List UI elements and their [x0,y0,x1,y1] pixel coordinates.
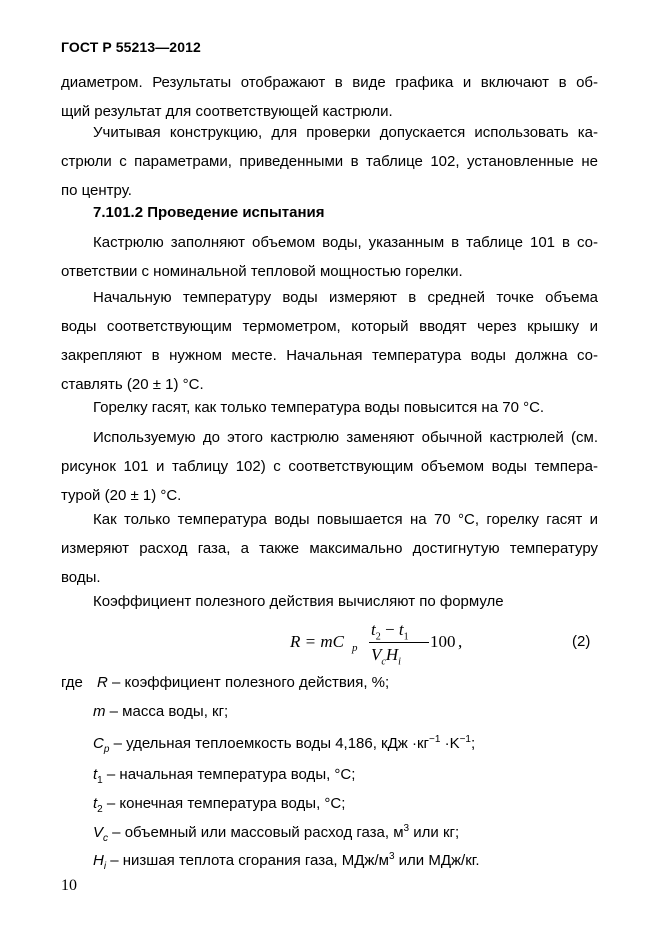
definition-item: $C_p$ – удельная теплоемкость воды 4,186, кДж $\cdot кг^{-1} \cdot K^{-1}$; [93,734,476,755]
definition-item: $V_c$ – объемный или массовый расход газа, $м^3$ или кг; [93,823,460,844]
text-line: щий результат для соответствующей кастрюли. [61,103,393,120]
text-line: закрепляют в нужном месте. Начальная температура воды должна со- [61,347,598,364]
definition-item: m – масса воды, кг; [93,703,229,720]
formula-lhs: R = mC [290,632,344,651]
formula-numerator: $t_2 - t_1$ [371,620,409,643]
paragraph-6 [61,423,598,510]
definitions-intro: где [61,674,83,691]
text-line: диаметром. Результаты отображают в виде графика и включают в об- [61,74,598,91]
formula-denominator: $V_cH_i$ [371,645,401,668]
fraction-bar [369,642,429,643]
text-line: воды соответствующим термометром, который вводят через крышку и [61,318,598,335]
text-line: измеряют расход газа, а также максимально достигнутую температуру [61,540,598,557]
text-line: ответствии с номинальной тепловой мощностью горелки. [61,263,463,280]
text-line: Учитывая конструкцию, для проверки допускается использовать ка- [93,124,598,141]
equation-number: (2) [572,633,591,650]
text-line: Как только температура воды повышается на 70 °С, горелку гасят и [93,511,598,528]
text-line: по центру. [61,182,132,199]
text-line: воды. [61,569,101,586]
paragraph-8 [61,587,598,616]
efficiency-formula [270,620,470,670]
formula-comma: , [458,632,463,651]
text-line: Кастрюлю заполняют объемом воды, указанным в таблице 101 в со- [93,234,598,251]
paragraph-3 [61,228,598,286]
page-number: 10 [61,877,77,894]
paragraph-4 [61,283,598,399]
text-line: турой (20 ± 1) °С. [61,487,182,504]
paragraph-5 [61,393,598,422]
definition-item: R – коэффициент полезного действия, %; [97,674,390,691]
standard-header: ГОСТ Р 55213—2012 [61,39,201,55]
text-line: Коэффициент полезного действия вычисляют по формуле [93,593,504,610]
text-line: Используемую до этого кастрюлю заменяют обычной кастрюлей (см. [93,429,598,446]
formula-cp-subscript: p [352,642,358,654]
text-line: Горелку гасят, как только температура воды повысится на 70 °С. [93,399,545,416]
paragraph-7 [61,505,598,592]
section-heading: 7.101.2 Проведение испытания [93,204,325,221]
text-line: стрюли с параметрами, приведенными в таблице 102, установленные не [61,153,598,170]
definition-item: $t_1$ – начальная температура воды, °С; [93,766,356,786]
paragraph-2 [61,118,598,205]
definition-item: $t_2$ – конечная температура воды, °С; [93,795,346,815]
definition-item: $H_i$ – низшая теплота сгорания газа, МДж/$м^3$ или МДж/кг. [93,851,480,872]
text-line: Начальную температуру воды измеряют в средней точке объема [93,289,598,306]
formula-factor: 100 [430,632,456,651]
text-line: ставлять (20 ± 1) °С. [61,376,204,393]
text-line: рисунок 101 и таблицу 102) с соответствующим объемом воды темпера- [61,458,598,475]
